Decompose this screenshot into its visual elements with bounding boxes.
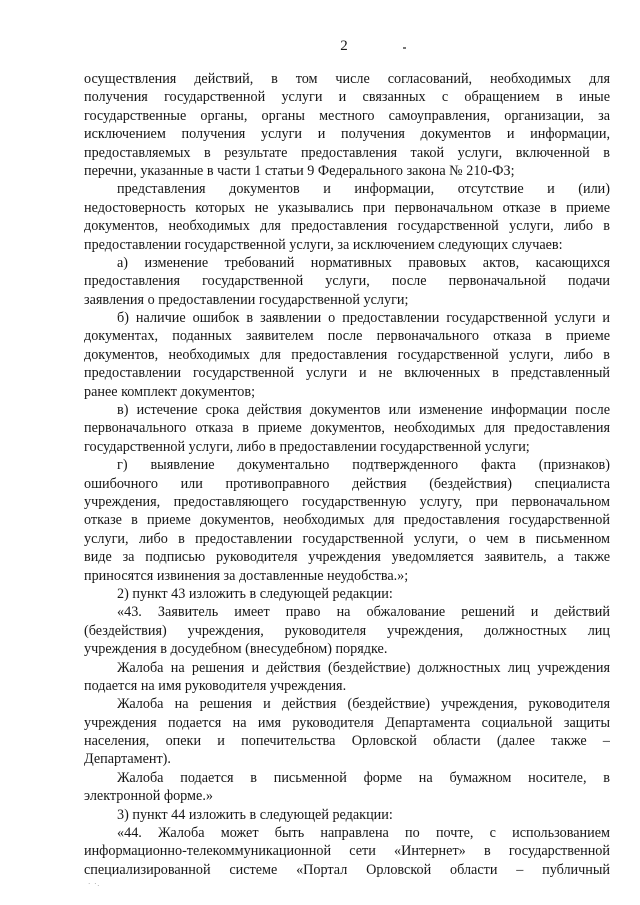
text-line: документов, необходимых для предоставления государственной услуги, либо в [84, 218, 610, 235]
page-number: 2 [340, 38, 348, 54]
text-line: «44. Жалоба может быть направлена по почте, с использованием [117, 825, 610, 842]
text-line: (бездействия) учреждения, руководителя учреждения, должностных лиц [84, 622, 610, 639]
text-line: отказе в приеме документов, необходимых для предоставления государственной [84, 512, 610, 529]
text-line: получения государственной услуги и связанных с обращением в иные [84, 89, 610, 106]
text-line: первоначального отказа в приеме документов, необходимых для предоставления [84, 420, 610, 437]
text-line: Департамент). [84, 751, 171, 768]
text-line: документов, необходимых для предоставления государственной услуги, либо в [84, 346, 610, 363]
document-body [84, 70, 610, 879]
text-line: предоставляемых в результате предоставления такой услуги, включенной в [84, 144, 610, 161]
text-line: ошибочного или противоправного действия (бездействия) специалиста [84, 475, 610, 492]
text-line: 3) пункт 44 изложить в следующей редакции: [117, 806, 393, 823]
text-line: предоставлении государственной услуги и не включенных в представленный [84, 365, 610, 382]
text-line: перечни, указанные в части 1 статьи 9 Федерального закона № 210-ФЗ; [84, 162, 515, 179]
text-line: предоставлении государственной услуги, за исключением следующих случаев: [84, 236, 563, 253]
text-line: недостоверность которых не указывались при первоначальном отказе в приеме [84, 199, 610, 216]
text-line: информационно-телекоммуникационной сети «Интернет» в государственной [84, 843, 610, 860]
text-line: виде за подписью руководителя учреждения уведомляется заявитель, а также [84, 549, 610, 566]
text-line: 2) пункт 43 изложить в следующей редакции: [117, 585, 393, 602]
text-line: в) истечение срока действия документов или изменение информации после [117, 402, 610, 419]
text-line: представления документов и информации, отсутствие и (или) [117, 181, 610, 198]
text-line: документах, поданных заявителем после первоначального отказа в приеме [84, 328, 610, 345]
text-line: учреждения подается на имя руководителя Департамента социальной защиты [84, 714, 610, 731]
text-line: б) наличие ошибок в заявлении о предоставлении государственной услуги и [117, 310, 610, 327]
text-line: специализированной системе «Портал Орловской области – публичный [84, 861, 610, 878]
scan-speck [403, 47, 406, 49]
text-line: а) изменение требований нормативных правовых актов, касающихся [117, 254, 610, 271]
scan-artifact: · ·. [88, 880, 101, 888]
text-line: Жалоба на решения и действия (бездействие) должностных лиц учреждения [117, 659, 610, 676]
text-line: учреждения, предоставляющего государственную услугу, при первоначальном [84, 493, 610, 510]
text-line: предоставления государственной услуги, после первоначальной подачи [84, 273, 610, 290]
text-line: Жалоба подается в письменной форме на бумажном носителе, в [117, 769, 610, 786]
text-line: Жалоба на решения и действия (бездействие) учреждения, руководителя [117, 696, 610, 713]
text-line: г) выявление документально подтвержденного факта (признаков) [117, 457, 610, 474]
text-line: учреждения в досудебном (внесудебном) порядке. [84, 641, 388, 658]
text-line: услуги, либо в предоставлении государственной услуги, о чем в письменном [84, 530, 610, 547]
text-line: электронной форме.» [84, 788, 213, 805]
text-line: исключением получения услуги и получения документов и информации, [84, 126, 610, 143]
text-line: государственной услуги, либо в предоставлении государственной услуги; [84, 438, 530, 455]
text-line: населения, опеки и попечительства Орловской области (далее также – [84, 733, 610, 750]
text-line: «43. Заявитель имеет право на обжалование решений и действий [117, 604, 610, 621]
text-line: осуществления действий, в том числе согласований, необходимых для [84, 71, 610, 87]
text-line: государственные органы, органы местного самоуправления, организации, за [84, 107, 610, 124]
text-line: приносятся извинения за доставленные неудобства.»; [84, 567, 409, 584]
text-line: ранее комплект документов; [84, 383, 256, 400]
text-line: заявления о предоставлении государственной услуги; [84, 291, 409, 308]
text-line: подается на имя руководителя учреждения. [84, 677, 347, 694]
